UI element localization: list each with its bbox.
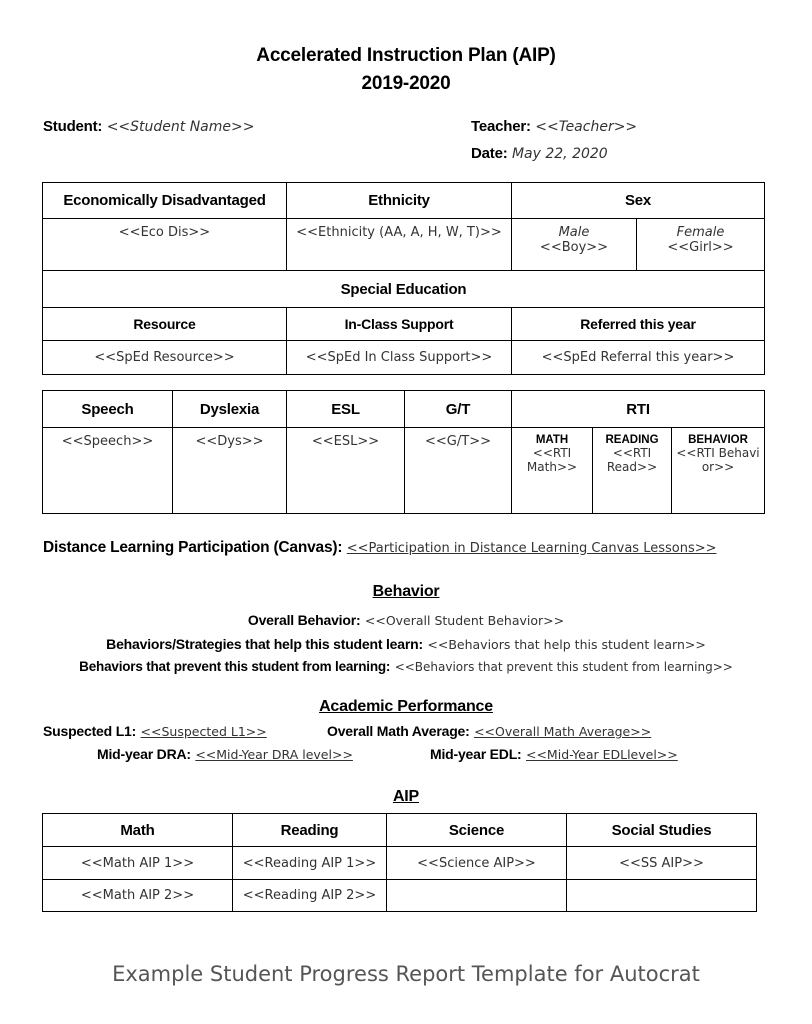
- l1-label: Suspected L1:: [43, 723, 137, 739]
- aip-col-reading: Reading: [233, 814, 387, 847]
- academic-heading: Academic Performance: [319, 698, 493, 715]
- prevent-behavior-label: Behaviors that prevent this student from learning:: [79, 659, 391, 674]
- table-row: [43, 847, 757, 880]
- report-title: [0, 42, 812, 98]
- resource-value: <<SpEd Resource>>: [43, 341, 287, 375]
- date-label: Date:: [471, 145, 508, 162]
- rti-math-cell: [512, 428, 593, 514]
- eco-value: <<Eco Dis>>: [43, 219, 287, 271]
- inclass-header: In-Class Support: [287, 308, 512, 341]
- l1-line: [43, 723, 267, 741]
- rti-reading-value: <<RTI Read>>: [606, 446, 658, 474]
- rti-behavior-cell: [672, 428, 765, 514]
- help-behavior-line: [0, 636, 812, 654]
- rti-behavior-label: BEHAVIOR: [688, 434, 748, 446]
- date-value: May 22, 2020: [511, 146, 608, 162]
- student-line: [43, 118, 254, 136]
- ethnicity-value: <<Ethnicity (AA, A, H, W, T)>>: [287, 219, 512, 271]
- male-label: Male: [558, 225, 590, 240]
- rti-reading-cell: [593, 428, 672, 514]
- dra-line: [97, 746, 353, 764]
- student-label: Student:: [43, 118, 103, 135]
- esl-header: ESL: [287, 391, 405, 428]
- gt-header: G/T: [405, 391, 512, 428]
- dra-value: <<Mid-Year DRA level>>: [195, 747, 353, 762]
- aip-science-1: <<Science AIP>>: [387, 847, 567, 880]
- math-average-value: <<Overall Math Average>>: [474, 724, 652, 739]
- help-behavior-value: <<Behaviors that help this student learn>>: [427, 637, 706, 652]
- aip-reading-2: <<Reading AIP 2>>: [233, 880, 387, 912]
- prevent-behavior-value: <<Behaviors that prevent this student from learning>>: [394, 660, 733, 674]
- figure-caption: Example Student Progress Report Template for Autocrat: [112, 962, 700, 986]
- aip-heading: AIP: [392, 788, 420, 805]
- edl-line: [430, 746, 678, 764]
- ethnicity-header: Ethnicity: [287, 183, 512, 219]
- resource-header: Resource: [43, 308, 287, 341]
- distance-value: <<Participation in Distance Learning Canvas Lessons>>: [346, 541, 717, 556]
- distance-learning: [43, 536, 743, 561]
- rti-header: RTI: [512, 391, 765, 428]
- plan-year: 2019-2020: [361, 73, 451, 94]
- inclass-value: <<SpEd In Class Support>>: [287, 341, 512, 375]
- l1-value: <<Suspected L1>>: [140, 724, 267, 739]
- male-value: <<Boy>>: [539, 240, 609, 255]
- edl-label: Mid-year EDL:: [430, 746, 522, 762]
- referred-header: Referred this year: [512, 308, 765, 341]
- gt-value: <<G/T>>: [405, 428, 512, 514]
- table-row: [43, 880, 757, 912]
- esl-value: <<ESL>>: [287, 428, 405, 514]
- student-value: <<Student Name>>: [106, 119, 255, 135]
- overall-behavior-value: <<Overall Student Behavior>>: [364, 613, 565, 628]
- rti-math-label: MATH: [535, 434, 569, 446]
- plan-title: Accelerated Instruction Plan (AIP): [256, 45, 556, 66]
- aip-col-math: Math: [43, 814, 233, 847]
- teacher-line: [471, 118, 637, 136]
- aip-table: [42, 813, 757, 912]
- aip-math-2: <<Math AIP 2>>: [43, 880, 233, 912]
- dyslexia-header: Dyslexia: [173, 391, 287, 428]
- sex-header: Sex: [512, 183, 765, 219]
- referred-value: <<SpEd Referral this year>>: [512, 341, 765, 375]
- male-cell: [512, 219, 637, 271]
- rti-behavior-value: <<RTI Behavior>>: [676, 446, 760, 474]
- overall-behavior-line: [0, 612, 812, 630]
- dra-label: Mid-year DRA:: [97, 746, 191, 762]
- female-label: Female: [676, 225, 725, 240]
- aip-science-2: [387, 880, 567, 912]
- speech-header: Speech: [43, 391, 173, 428]
- aip-ss-1: <<SS AIP>>: [567, 847, 757, 880]
- aip-reading-1: <<Reading AIP 1>>: [233, 847, 387, 880]
- female-value: <<Girl>>: [667, 240, 734, 255]
- overall-behavior-label: Overall Behavior:: [247, 612, 361, 628]
- behavior-heading: Behavior: [372, 583, 440, 600]
- demographics-table: [42, 182, 765, 375]
- female-cell: [637, 219, 765, 271]
- rti-math-value: <<RTI Math>>: [526, 446, 578, 474]
- prevent-behavior-line: [0, 658, 812, 676]
- distance-label: Distance Learning Participation (Canvas):: [43, 539, 343, 556]
- services-table: [42, 390, 765, 514]
- math-average-label: Overall Math Average:: [327, 723, 470, 739]
- dyslexia-value: <<Dys>>: [173, 428, 287, 514]
- teacher-label: Teacher:: [471, 118, 531, 135]
- aip-col-social-studies: Social Studies: [567, 814, 757, 847]
- sped-header: Special Education: [43, 271, 765, 308]
- speech-value: <<Speech>>: [43, 428, 173, 514]
- aip-col-science: Science: [387, 814, 567, 847]
- date-line: [471, 145, 608, 163]
- aip-ss-2: [567, 880, 757, 912]
- rti-reading-label: READING: [605, 434, 659, 446]
- eco-header: Economically Disadvantaged: [43, 183, 287, 219]
- help-behavior-label: Behaviors/Strategies that help this student learn:: [106, 636, 423, 652]
- aip-math-1: <<Math AIP 1>>: [43, 847, 233, 880]
- teacher-value: <<Teacher>>: [535, 119, 638, 135]
- edl-value: <<Mid-Year EDLlevel>>: [525, 747, 678, 762]
- math-average-line: [327, 723, 651, 741]
